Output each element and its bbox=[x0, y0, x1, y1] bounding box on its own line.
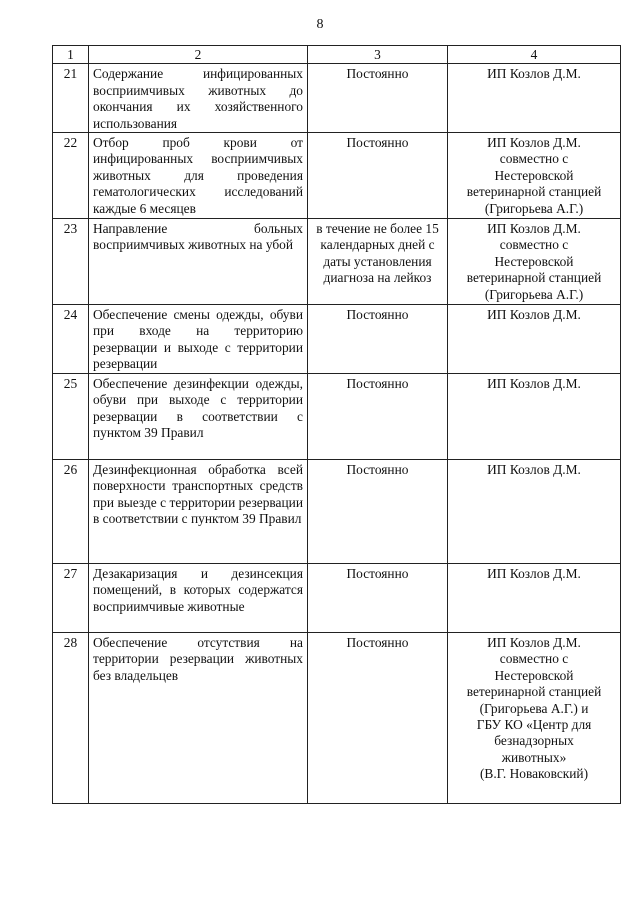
activity-cell: Отбор проб крови от инфицированных восприимчивых животных для проведения гематологических исследований каждые 6 месяцев bbox=[89, 133, 308, 219]
activity-cell: Обеспечение отсутствия на территории резервации животных без владельцев bbox=[89, 633, 308, 804]
table-row bbox=[53, 374, 621, 460]
header-row bbox=[53, 46, 621, 64]
term-cell: Постоянно bbox=[308, 64, 448, 133]
responsible-line: совместно с bbox=[499, 151, 569, 167]
term-cell: Постоянно bbox=[308, 374, 448, 460]
table-row bbox=[53, 133, 621, 219]
row-number: 25 bbox=[53, 374, 89, 460]
responsible-cell bbox=[448, 64, 621, 133]
table-row bbox=[53, 64, 621, 133]
table-row bbox=[53, 219, 621, 305]
activity-cell: Содержание инфицированных восприимчивых животных до окончания их хозяйственного использования bbox=[89, 64, 308, 133]
responsible-line: (Григорьева А.Г.) bbox=[484, 286, 584, 302]
responsible-line: (Григорьева А.Г.) и bbox=[479, 700, 589, 716]
term-cell: Постоянно bbox=[308, 460, 448, 564]
table-row bbox=[53, 633, 621, 804]
responsible-line: Нестеровской bbox=[494, 667, 574, 683]
row-number: 21 bbox=[53, 64, 89, 133]
responsible-line: Нестеровской bbox=[494, 253, 574, 269]
responsible-cell bbox=[448, 564, 621, 633]
row-number: 28 bbox=[53, 633, 89, 804]
activity-cell: Обеспечение смены одежды, обуви при входе на территорию резервации и выходе с территории резервации bbox=[89, 305, 308, 374]
responsible-cell bbox=[448, 374, 621, 460]
responsible-line: совместно с bbox=[499, 651, 569, 667]
responsible-line: животных» bbox=[501, 749, 567, 765]
activity-cell: Обеспечение дезинфекции одежды, обуви при выходе с территории резервации в соответствии с пунктом 39 Правил bbox=[89, 374, 308, 460]
term-cell: в течение не более 15 календарных дней с даты установления диагноза на лейкоз bbox=[308, 219, 448, 305]
table-body bbox=[53, 64, 621, 804]
responsible-cell bbox=[448, 133, 621, 219]
activity-cell: Дезакаризация и дезинсекция помещений, в которых содержатся восприимчивые животные bbox=[89, 564, 308, 633]
row-number: 23 bbox=[53, 219, 89, 305]
table-header bbox=[53, 46, 621, 64]
responsible-line: ИП Козлов Д.М. bbox=[487, 462, 581, 478]
row-number: 26 bbox=[53, 460, 89, 564]
responsible-cell bbox=[448, 633, 621, 804]
row-number: 24 bbox=[53, 305, 89, 374]
responsible-line: ИП Козлов Д.М. bbox=[487, 376, 581, 392]
responsible-line: ветеринарной станцией bbox=[466, 184, 602, 200]
responsible-cell bbox=[448, 219, 621, 305]
responsible-line: ИП Козлов Д.М. bbox=[487, 307, 581, 323]
responsible-line: ИП Козлов Д.М. bbox=[487, 566, 581, 582]
responsible-line: ИП Козлов Д.М. bbox=[487, 66, 581, 82]
term-cell: Постоянно bbox=[308, 633, 448, 804]
table-row bbox=[53, 564, 621, 633]
page-number: 8 bbox=[316, 17, 324, 32]
responsible-line: ИП Козлов Д.М. bbox=[487, 221, 581, 237]
header-col-3: 3 bbox=[308, 46, 448, 64]
responsible-line: безнадзорных bbox=[494, 733, 574, 749]
term-cell: Постоянно bbox=[308, 305, 448, 374]
header-col-2: 2 bbox=[89, 46, 308, 64]
activity-cell: Направление больных восприимчивых животных на убой bbox=[89, 219, 308, 305]
row-number: 27 bbox=[53, 564, 89, 633]
responsible-line: ГБУ КО «Центр для bbox=[476, 717, 592, 733]
header-col-4: 4 bbox=[448, 46, 621, 64]
row-number: 22 bbox=[53, 133, 89, 219]
header-col-1: 1 bbox=[53, 46, 89, 64]
measures-table bbox=[52, 45, 621, 804]
responsible-line: ветеринарной станцией bbox=[466, 684, 602, 700]
table-row bbox=[53, 460, 621, 564]
responsible-cell bbox=[448, 305, 621, 374]
activity-cell: Дезинфекционная обработка всей поверхности транспортных средств при выезде с территории резервации в соответствии с пунктом 39 Правил bbox=[89, 460, 308, 564]
responsible-line: совместно с bbox=[499, 237, 569, 253]
table-row bbox=[53, 305, 621, 374]
responsible-line: (В.Г. Новаковский) bbox=[479, 766, 589, 782]
responsible-line: Нестеровской bbox=[494, 167, 574, 183]
term-cell: Постоянно bbox=[308, 133, 448, 219]
responsible-line: ветеринарной станцией bbox=[466, 270, 602, 286]
term-cell: Постоянно bbox=[308, 564, 448, 633]
responsible-line: (Григорьева А.Г.) bbox=[484, 200, 584, 216]
responsible-line: ИП Козлов Д.М. bbox=[487, 635, 581, 651]
responsible-line: ИП Козлов Д.М. bbox=[487, 135, 581, 151]
responsible-cell bbox=[448, 460, 621, 564]
